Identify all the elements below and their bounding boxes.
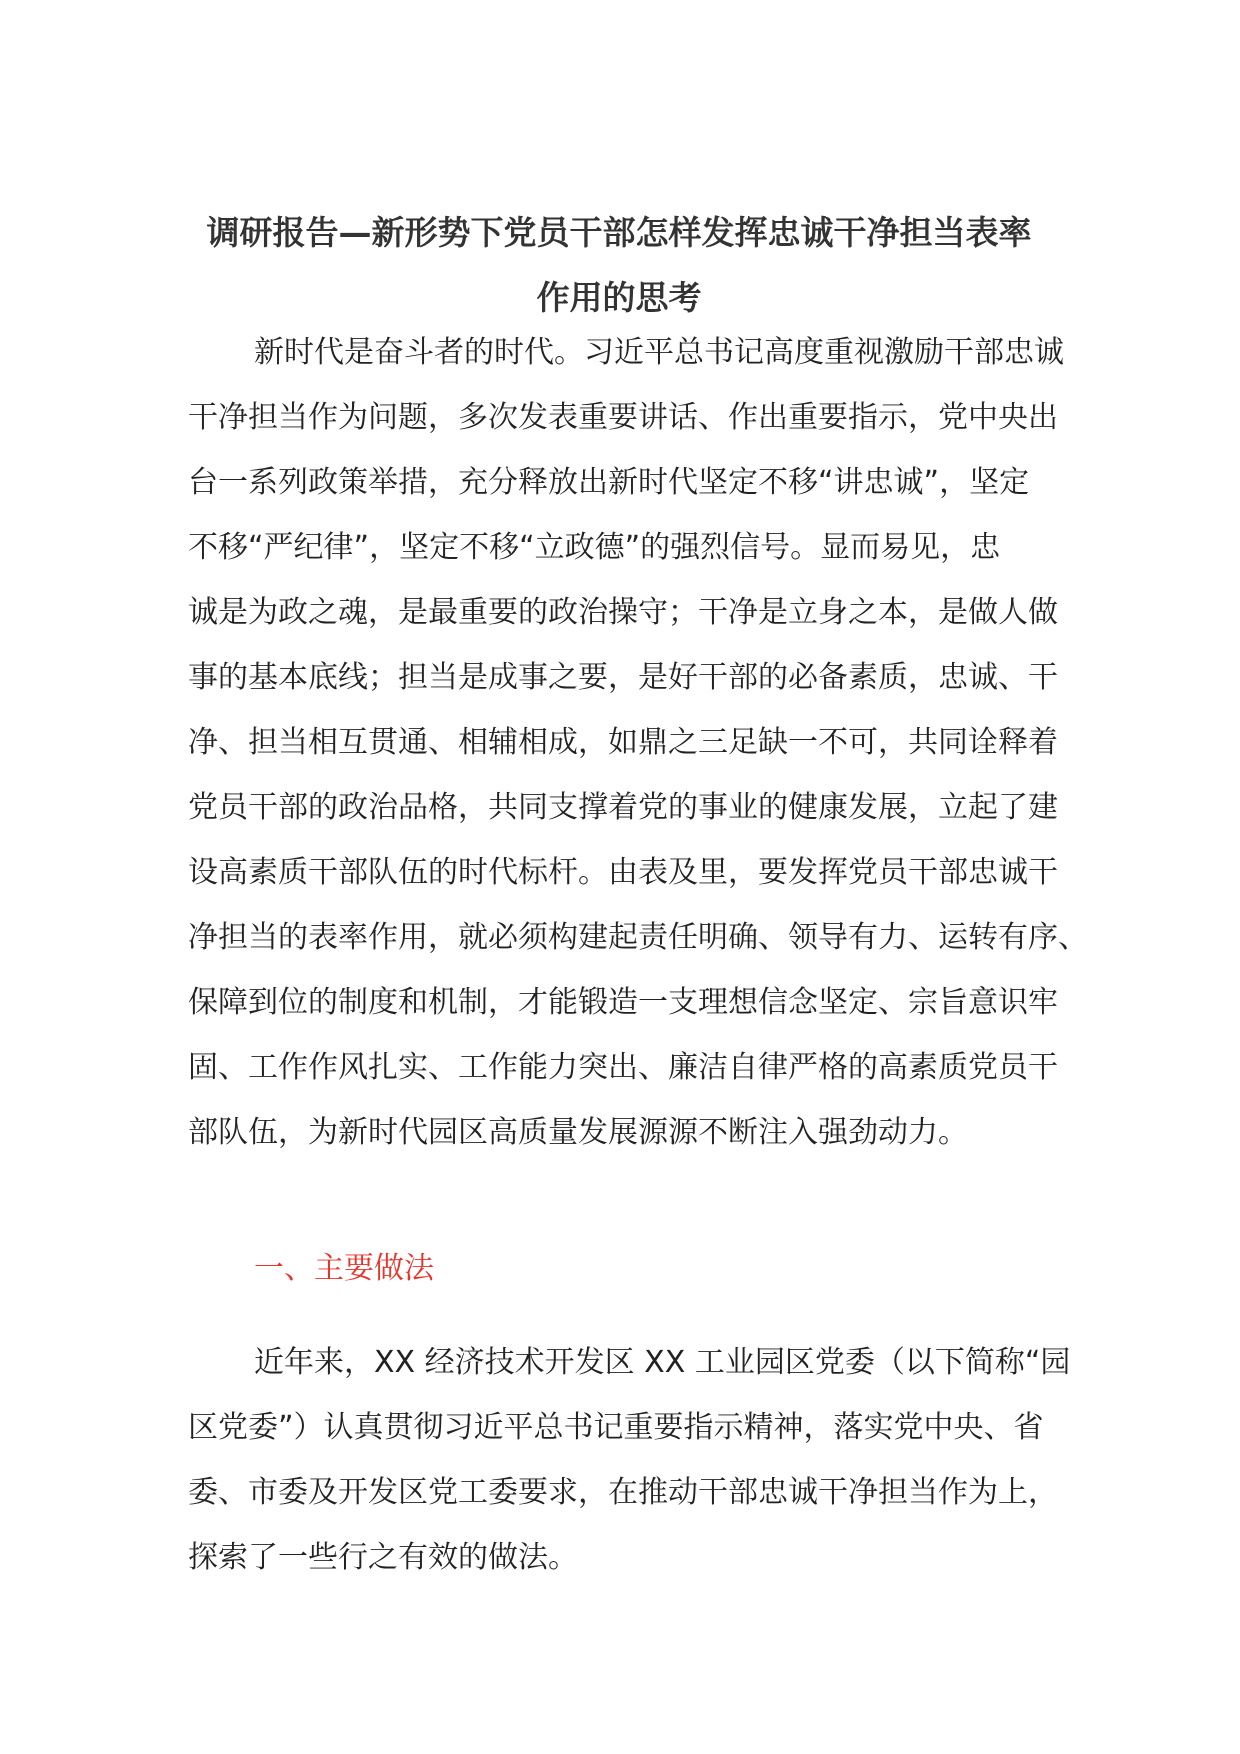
paragraph-line: 干净担当作为问题，多次发表重要讲话、作出重要指示，党中央出	[188, 400, 1058, 435]
document-title	[186, 200, 1052, 330]
paragraph-line: 新时代是奋斗者的时代。习近平总书记高度重视激励干部忠诚	[254, 335, 1064, 370]
paragraph-line: 区党委”）认真贯彻习近平总书记重要指示精神，落实党中央、省	[188, 1410, 1044, 1445]
paragraph-practices	[188, 1330, 1071, 1590]
paragraph-line: 保障到位的制度和机制，才能锻造一支理想信念坚定、宗旨意识牢	[188, 985, 1058, 1020]
paragraph-line: 设高素质干部队伍的时代标杆。由表及里，要发挥党员干部忠诚干	[188, 855, 1058, 890]
paragraph-line: 净、担当相互贯通、相辅相成，如鼎之三足缺一不可，共同诠释着	[188, 725, 1058, 760]
paragraph-line: 诚是为政之魂，是最重要的政治操守；干净是立身之本，是做人做	[188, 595, 1058, 630]
paragraph-line: 近年来，XX 经济技术开发区 XX 工业园区党委（以下简称“园	[254, 1345, 1071, 1380]
section-heading: 一、主要做法	[254, 1251, 434, 1286]
paragraph-line: 探索了一些行之有效的做法。	[188, 1540, 578, 1575]
paragraph-line: 净担当的表率作用，就必须构建起责任明确、领导有力、运转有序、	[188, 920, 1088, 955]
paragraph-line: 不移“严纪律”，坚定不移“立政德”的强烈信号。显而易见，忠	[188, 530, 1001, 565]
paragraph-line: 党员干部的政治品格，共同支撑着党的事业的健康发展，立起了建	[188, 790, 1058, 825]
paragraph-line: 委、市委及开发区党工委要求，在推动干部忠诚干净担当作为上，	[188, 1475, 1058, 1510]
title-line: 调研报告—新形势下党员干部怎样发挥忠诚干净担当表率	[206, 213, 1032, 252]
paragraph-intro	[188, 320, 1088, 1165]
paragraph-line: 台一系列政策举措，充分释放出新时代坚定不移“讲忠诚”，坚定	[188, 465, 1030, 500]
title-line: 作用的思考	[536, 278, 702, 317]
paragraph-line: 部队伍，为新时代园区高质量发展源源不断注入强劲动力。	[188, 1115, 968, 1150]
paragraph-line: 事的基本底线；担当是成事之要，是好干部的必备素质，忠诚、干	[188, 660, 1058, 695]
paragraph-line: 固、工作作风扎实、工作能力突出、廉洁自律严格的高素质党员干	[188, 1050, 1058, 1085]
